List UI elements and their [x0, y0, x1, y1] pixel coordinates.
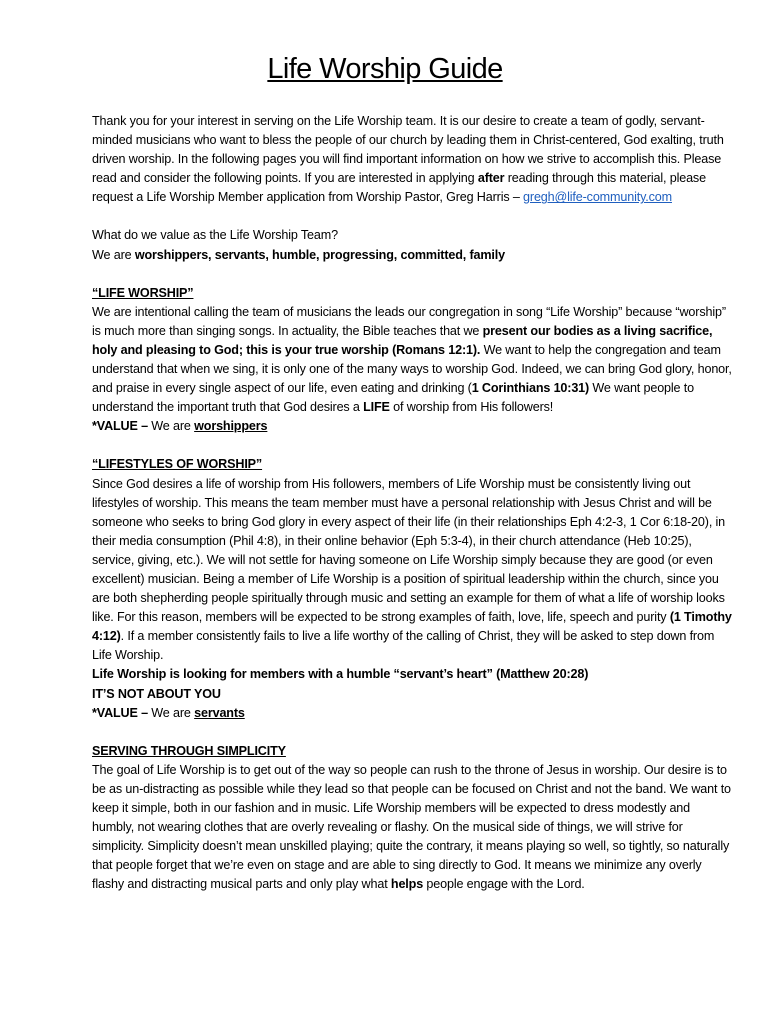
life-worship-bold-1: present our bodies as a living sacrifice, holy and pleasing to God; this is your true worship (Romans 12:1). — [92, 323, 713, 357]
spacer — [92, 723, 732, 742]
simplicity-text-2: people engage with the Lord. — [423, 877, 585, 892]
lifestyles-text-1: Since God desires a life of worship from His followers, members of Life Worship must be consistently living out lifestyles of worship. This means the team member must have a personal relationship with Jesus Christ and will be someone who seeks to bring God glory in every aspect of their life (in their relationships Eph 4:2-3, 1 Cor 6:18-20), in their media consumption (Phil 4:8), in their online behavior (Eph 5:3-4), in their church attendance (Heb 10:25), service, giving, etc.). We will not settle for having someone on Life Worship simply because they are good (or even excellent) musician. Being a member of Life Worship is a position of spiritual leadership within the church, since you are both shepherding people spiritually through music and setting an example for them of what a life of worship looks like. For this reason, members will be expected to be strong examples of faith, love, life, speech and purity — [92, 476, 726, 625]
intro-emphasis: after — [477, 171, 505, 186]
life-worship-paragraph — [92, 303, 732, 418]
values-answer-prefix: We are — [92, 247, 135, 262]
life-worship-text-4: of worship from His followers! — [389, 400, 554, 415]
intro-paragraph — [92, 112, 732, 207]
simplicity-paragraph — [92, 761, 732, 895]
section-heading-simplicity: SERVING THROUGH SIMPLICITY — [92, 743, 286, 758]
values-answer — [92, 246, 732, 265]
life-worship-text-3: We want people to understand the important truth that God desires a — [92, 381, 694, 415]
intro-text-2: reading through this material, please request a Life Worship Member application from Worship Pastor, Greg Harris – — [92, 171, 706, 205]
life-worship-text-1: We are intentional calling the team of musicians the leads our congregation in song “Life Worship” because “worship” is much more than singing songs. In actuality, the Bible teaches that we — [92, 304, 726, 338]
lifestyles-bold-1: (1 Timothy 4:12) — [92, 610, 732, 644]
value-label: *VALUE – — [92, 705, 148, 720]
email-link[interactable]: gregh@life-community.com — [523, 190, 672, 205]
simplicity-bold-1: helps — [390, 877, 424, 892]
value-word: servants — [194, 705, 245, 720]
life-worship-bold-3: LIFE — [363, 400, 390, 415]
value-line-worshippers — [92, 417, 732, 436]
simplicity-text-1: The goal of Life Worship is to get out of the way so people can rush to the throne of Jesus in worship. Our desire is to be as un-distracting as possible while they lead so that people can be focused on Christ and not the band. We want to keep it simple, both in our fashion and in music. Life Worship members will be expected to dress modestly and humbly, not wearing clothes that are overly revealing or flashy. On the musical side of things, we will strive for simplicity. Simplicity doesn’t mean unskilled playing; quite the contrary, it means playing so well, so tightly, so naturally that people forget that we’re even on stage and are able to sing directly to God. It means we minimize any overly flashy and distracting musical parts and only play what — [92, 762, 731, 892]
value-prefix: We are — [147, 705, 195, 720]
values-answer-list: worshippers, servants, humble, progressing, committed, family — [134, 247, 505, 262]
spacer — [92, 265, 732, 284]
spacer — [92, 207, 732, 226]
document-body — [92, 112, 732, 894]
value-word: worshippers — [194, 419, 268, 434]
value-prefix: We are — [147, 419, 195, 434]
lifestyles-paragraph — [92, 475, 732, 666]
intro-text: Thank you for your interest in serving on the Life Worship team. It is our desire to create a team of godly, servant-minded musicians who want to bless the people of our church by leading them in Christ-centered, God exalting, truth driven worship. In the following pages you will find important information on how we strive to accomplish this. Please read and consider the following points. If you are interested in applying — [92, 114, 724, 186]
section-heading-lifestyles: “LIFESTYLES OF WORSHIP” — [92, 457, 263, 472]
life-worship-bold-2: 1 Corinthians 10:31) — [471, 381, 590, 396]
life-worship-text-2: We want to help the congregation and team understand that when we sing, it is only one of the many ways to worship God. Indeed, we can bring God glory, honor, and praise in every single aspect of our life, even eating and drinking ( — [92, 342, 732, 396]
section-heading-life-worship: “LIFE WORSHIP” — [92, 285, 194, 300]
lifestyles-text-2: . If a member consistently fails to live a life worthy of the calling of Christ, they will be asked to step down from Life Worship. — [92, 629, 715, 663]
value-line-servants — [92, 704, 732, 723]
value-label: *VALUE – — [92, 419, 148, 434]
spacer — [92, 436, 732, 455]
not-about-you-line: IT’S NOT ABOUT YOU — [92, 686, 221, 701]
page-title: Life Worship Guide — [267, 53, 503, 85]
values-question: What do we value as the Life Worship Team? — [92, 228, 338, 243]
servant-heart-line: Life Worship is looking for members with a humble “servant’s heart” (Matthew 20:28) — [92, 667, 589, 682]
